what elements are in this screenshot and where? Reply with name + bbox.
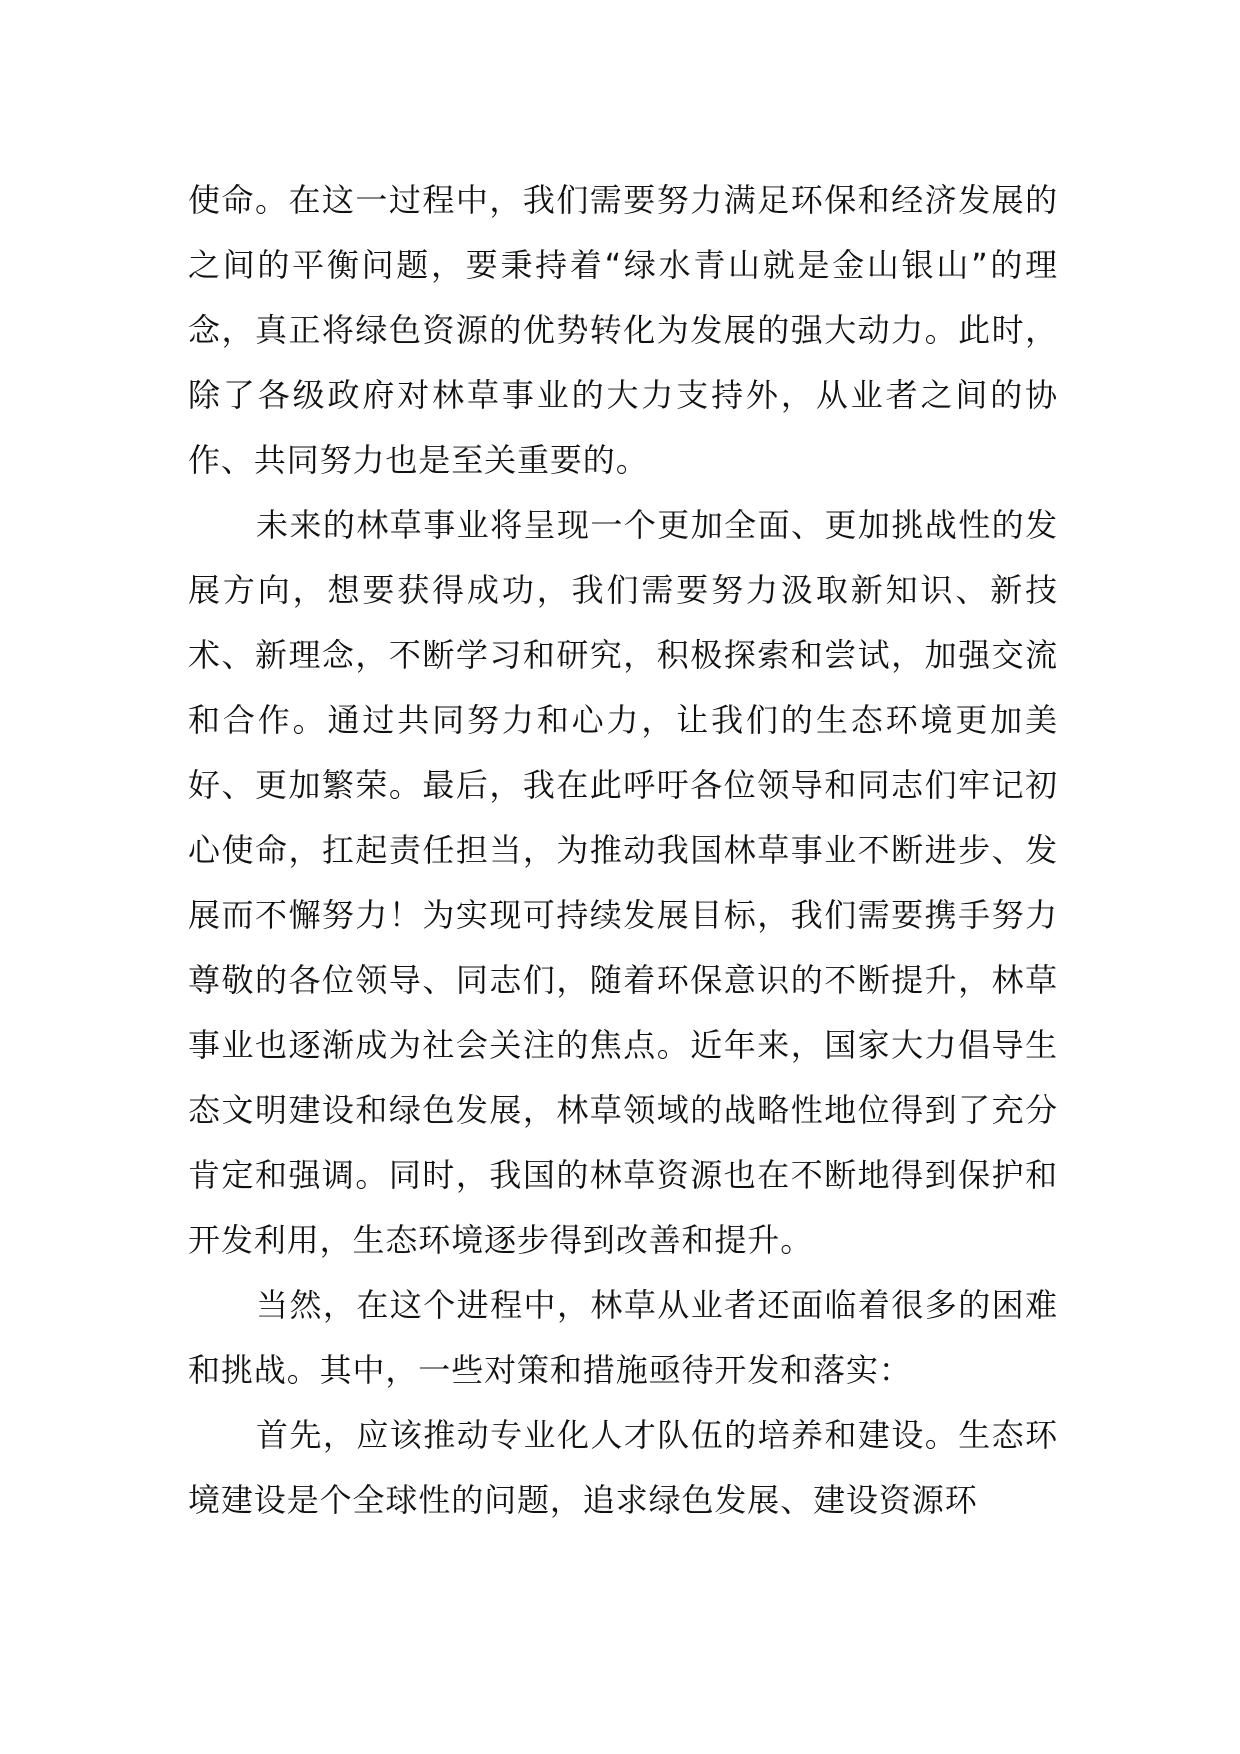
document-body — [188, 168, 1058, 1533]
paragraph-2: 未来的林草事业将呈现一个更加全面、更加挑战性的发展方向，想要获得成功，我们需要努力汲取新知识、新技术、新理念，不断学习和研究，积极探索和尝试，加强交流和合作。通过共同努力和心力，让我们的生态环境更加美好、更加繁荣。最后，我在此呼吁各位领导和同志们牢记初心使命，扛起责任担当，为推动我国林草事业不断进步、发展而不懈努力！为实现可持续发展目标，我们需要携手努力尊敬的各位领导、同志们，随着环保意识的不断提升，林草事业也逐渐成为社会关注的焦点。近年来，国家大力倡导生态文明建设和绿色发展，林草领域的战略性地位得到了充分肯定和强调。同时，我国的林草资源也在不断地得到保护和开发利用，生态环境逐步得到改善和提升。 — [188, 506, 1058, 1259]
paragraph-3: 当然，在这个进程中，林草从业者还面临着很多的困难和挑战。其中，一些对策和措施亟待开发和落实： — [188, 1286, 1058, 1389]
paragraph-4: 首先，应该推动专业化人才队伍的培养和建设。生态环境建设是个全球性的问题，追求绿色发展、建设资源环 — [188, 1416, 1058, 1519]
paragraph-1: 使命。在这一过程中，我们需要努力满足环保和经济发展的之间的平衡问题，要秉持着“绿水青山就是金山银山”的理念，真正将绿色资源的优势转化为发展的强大动力。此时，除了各级政府对林草事业的大力支持外，从业者之间的协作、共同努力也是至关重要的。 — [188, 181, 1058, 479]
